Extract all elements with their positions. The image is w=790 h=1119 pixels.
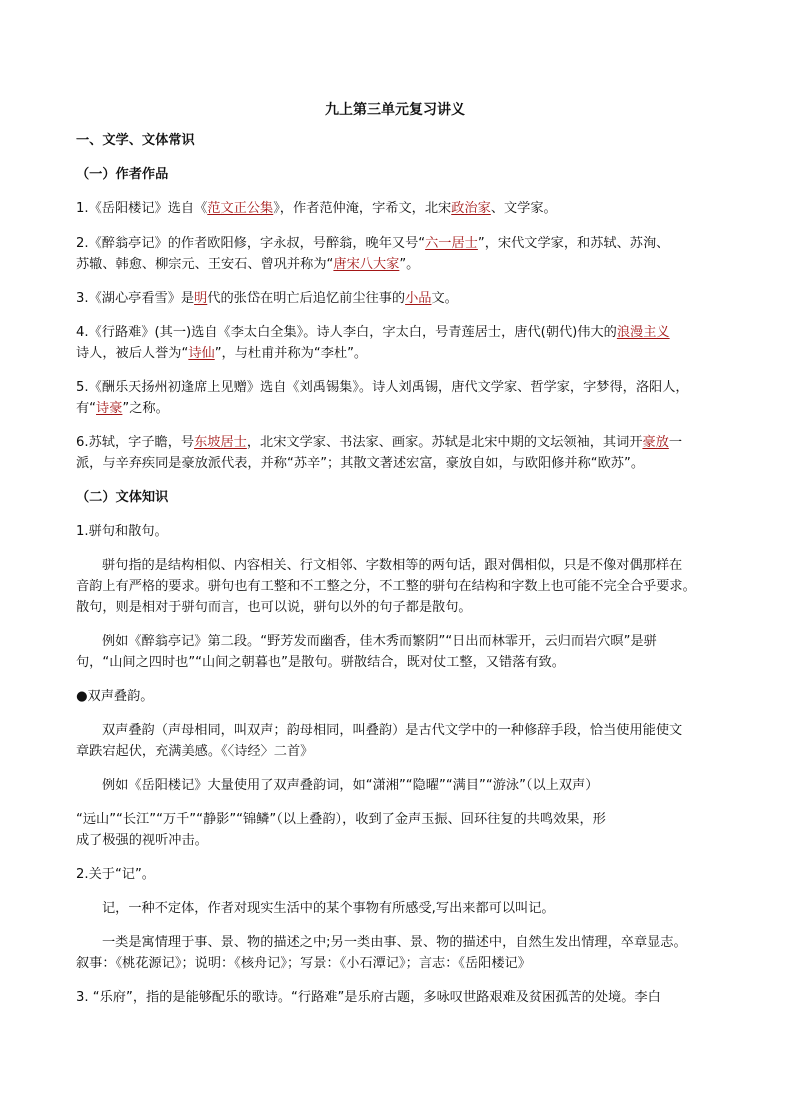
paragraph-line: 双声叠韵（声母相同，叫双声；韵母相同，叫叠韵）是古代文学中的一种修辞手段，恰当使用能使文 [102,723,683,738]
paragraph-line: 散句，则是相对于骈句而言，也可以说，骈句以外的句子都是散句。 [76,600,472,615]
item-5-line-1: 5.《酬乐天扬州初逢席上见赠》选自《刘禹锡集》。诗人刘禹锡，唐代文学家、哲学家，字梦得，洛阳人， [76,380,689,395]
text: 苏辙、韩愈、柳宗元、王安石、曾巩并称为“ [76,257,334,272]
text: ”。 [399,257,420,272]
item-6-line-1 [76,434,682,452]
item-4-line-1 [76,324,670,342]
text: 6.苏轼，字子瞻，号 [76,435,195,450]
doc-title: 九上第三单元复习讲义 [325,102,465,118]
paragraph-line: 音韵上有严格的要求。骈句也有工整和不工整之分，不工整的骈句在结构和字数上也可能不完全合乎要求。 [76,579,696,594]
text: 诗人，被后人誉为“ [76,346,189,361]
answer-blank: 六一居士 [425,236,478,251]
answer-blank: 明 [194,291,208,306]
item-2-line-2 [76,256,419,274]
paragraph-line: “远山”“长江”“万千”“静影”“锦鳞”（以上叠韵），收到了金声玉振、回环往复的共鸣效果，形 [76,812,606,827]
text: ”，宋代文学家，和苏轼、苏洵、 [477,236,670,251]
text: 一 [668,435,683,450]
paragraph-line: 一类是寓情理于事、景、物的描述之中;另一类由事、景、物的描述中，自然生发出情理，卒章显志。 [102,935,687,950]
text: 2.《醉翁亭记》的作者欧阳修，字永叔，号醉翁，晚年又号“ [76,236,426,251]
text: ”，与杜甫并称为“李杜”。 [214,346,368,361]
answer-blank: 诗豪 [96,401,123,416]
subsection-heading-genre: （二）文体知识 [76,490,169,505]
text: 1.《岳阳楼记》选自《 [76,201,208,216]
answer-blank: 政治家 [451,201,491,216]
text: ”之称。 [122,401,169,416]
text: 、文学家。 [490,201,557,216]
item-4-line-2 [76,345,367,363]
item-6-line-2: 派，与辛弃疾同是豪放派代表，并称“苏辛”；其散文著述宏富，豪放自如，与欧阳修并称“欧苏”。 [76,456,645,471]
text: 文。 [431,291,458,306]
answer-blank: 豪放 [642,435,669,450]
answer-blank: 唐宋八大家 [333,257,400,272]
sub-item-3: 3. “乐府”，指的是能够配乐的歌诗。“行路难”是乐府古题，多咏叹世路艰难及贫困孤苦的处境。李白 [76,990,661,1005]
text: 4.《行路难》(其一)选自《李太白全集》。诗人李白，字太白，号青莲居士，唐代(朝代)伟大的 [76,325,617,340]
answer-blank: 浪漫主义 [616,325,670,340]
paragraph-line: 骈句指的是结构相似、内容相关、行文相邻、字数相等的两句话，跟对偶相似，只是不像对偶那样在 [102,558,683,573]
section-heading-1: 一、文学、文体常识 [76,133,195,148]
answer-blank: 范文正公集 [207,201,274,216]
text: 代的张岱在明亡后追忆前尘往事的 [207,291,406,306]
subsection-heading-authors: （一）作者作品 [76,167,169,182]
item-3-line [76,290,458,308]
text: ，北宋文学家、书法家、画家。苏轼是北宋中期的文坛领袖，其词开 [246,435,643,450]
bullet-heading: ●双声叠韵。 [76,689,154,704]
sub-item-1: 1.骈句和散句。 [76,524,168,539]
paragraph-line: 叙事：《桃花源记》；说明：《核舟记》；写景：《小石潭记》；言志：《岳阳楼记》 [76,956,531,971]
answer-blank: 东坡居士 [194,435,247,450]
paragraph-line: 例如《醉翁亭记》第二段。“野芳发而幽香，佳木秀而繁阴”“日出而林霏开，云归而岩穴暝”是骈 [102,634,657,649]
item-5-line-2 [76,400,169,418]
item-1-line [76,200,557,218]
answer-blank: 诗仙 [188,346,215,361]
paragraph-line: 章跌宕起伏，充满美感。《〈诗经〉二首》 [76,744,314,759]
answer-blank: 小品 [405,291,432,306]
text: 有“ [76,401,97,416]
text: 》，作者范仲淹，字希文，北宋 [273,201,452,216]
item-2-line-1 [76,235,669,253]
text: 3.《湖心亭看雪》是 [76,291,195,306]
sub-item-2: 2.关于“记”。 [76,867,155,882]
paragraph-line: 句，“山间之四时也”“山间之朝暮也”是散句。骈散结合，既对仗工整，又错落有致。 [76,655,565,670]
paragraph-line: 例如《岳阳楼记》大量使用了双声叠韵词，如“潇湘”“隐曜”“满目”“游泳”（以上双声） [102,778,599,793]
paragraph-line: 成了极强的视听冲击。 [76,833,208,848]
paragraph-line: 记，一种不定体，作者对现实生活中的某个事物有所感受,写出来都可以叫记。 [102,901,555,916]
